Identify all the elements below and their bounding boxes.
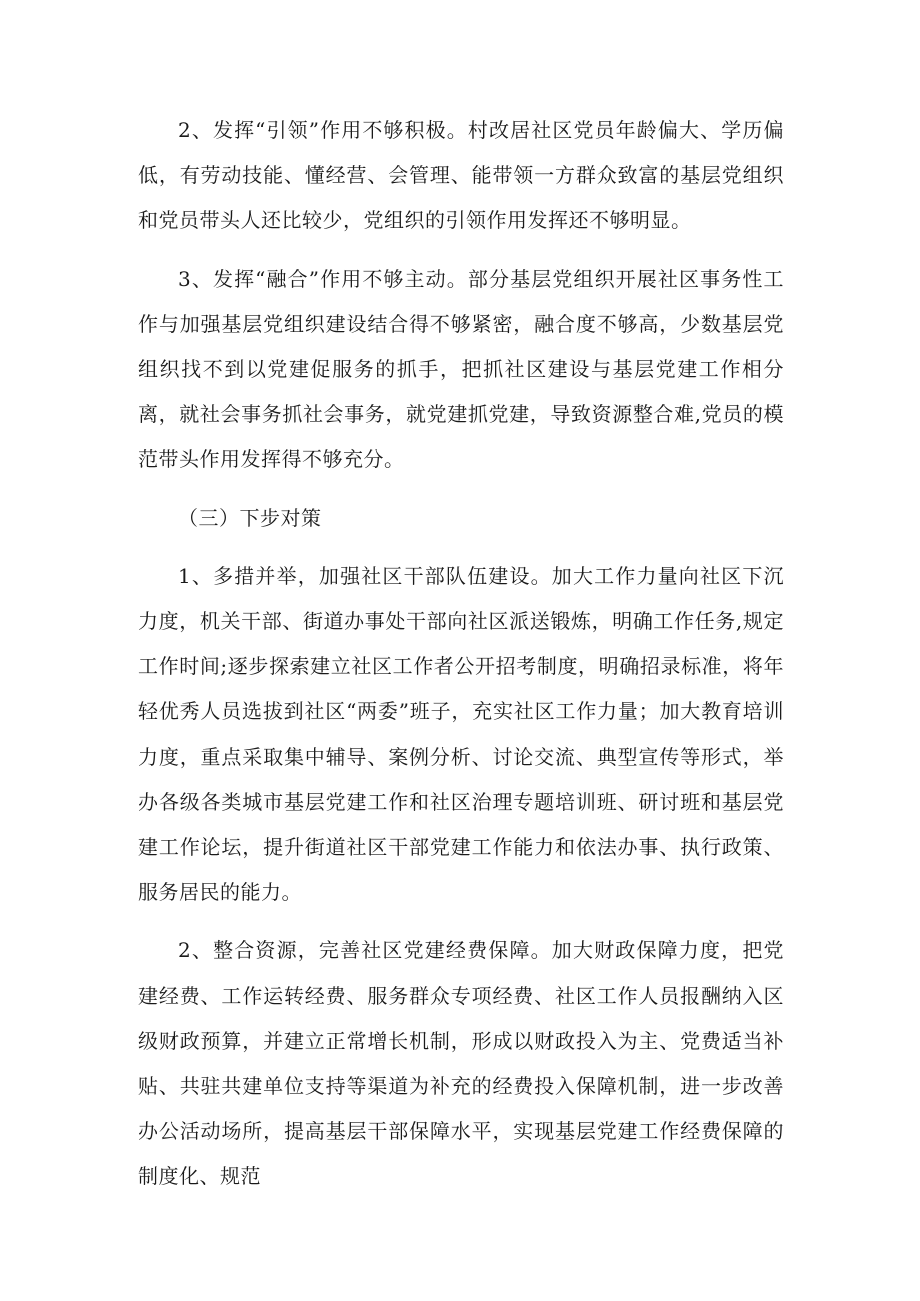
paragraph-cadre-building: 1、多措并举，加强社区干部队伍建设。加大工作力量向社区下沉力度，机关干部、街道办事处干部向社区派送锻炼，明确工作任务,规定工作时间;逐步探索建立社区工作者公开招考制度，明确招录标准，将年轻优秀人员选拔到社区“两委”班子，充实社区工作力量；加大教育培训力度，重点采取集中辅导、案例分析、讨论交流、典型宣传等形式，举办各级各类城市基层党建工作和社区治理专题培训班、研讨班和基层党建工作论坛，提升街道社区干部党建工作能力和依法办事、执行政策、服务居民的能力。 — [138, 563, 784, 905]
section-heading-next-steps: （三）下步对策 — [178, 505, 322, 530]
paragraph-integration-role: 3、发挥“融合”作用不够主动。部分基层党组织开展社区事务性工作与加强基层党组织建设结合得不够紧密，融合度不够高，少数基层党组织找不到以党建促服务的抓手，把抓社区建设与基层党建工作相分离，就社会事务抓社会事务，就党建抓党建，导致资源整合难,党员的模范带头作用发挥得不够充分。 — [138, 266, 784, 472]
paragraph-funding-guarantee: 2、整合资源，完善社区党建经费保障。加大财政保障力度，把党建经费、工作运转经费、服务群众专项经费、社区工作人员报酬纳入区级财政预算，并建立正常增长机制，形成以财政投入为主、党费适当补贴、共驻共建单位支持等渠道为补充的经费投入保障机制，进一步改善办公活动场所，提高基层干部保障水平，实现基层党建工作经费保障的制度化、规范 — [138, 938, 784, 1189]
document-body — [138, 108, 784, 1200]
paragraph-lead-role: 2、发挥“引领”作用不够积极。村改居社区党员年龄偏大、学历偏低，有劳动技能、懂经营、会管理、能带领一方群众致富的基层党组织和党员带头人还比较少，党组织的引领作用发挥还不够明显。 — [138, 118, 784, 233]
